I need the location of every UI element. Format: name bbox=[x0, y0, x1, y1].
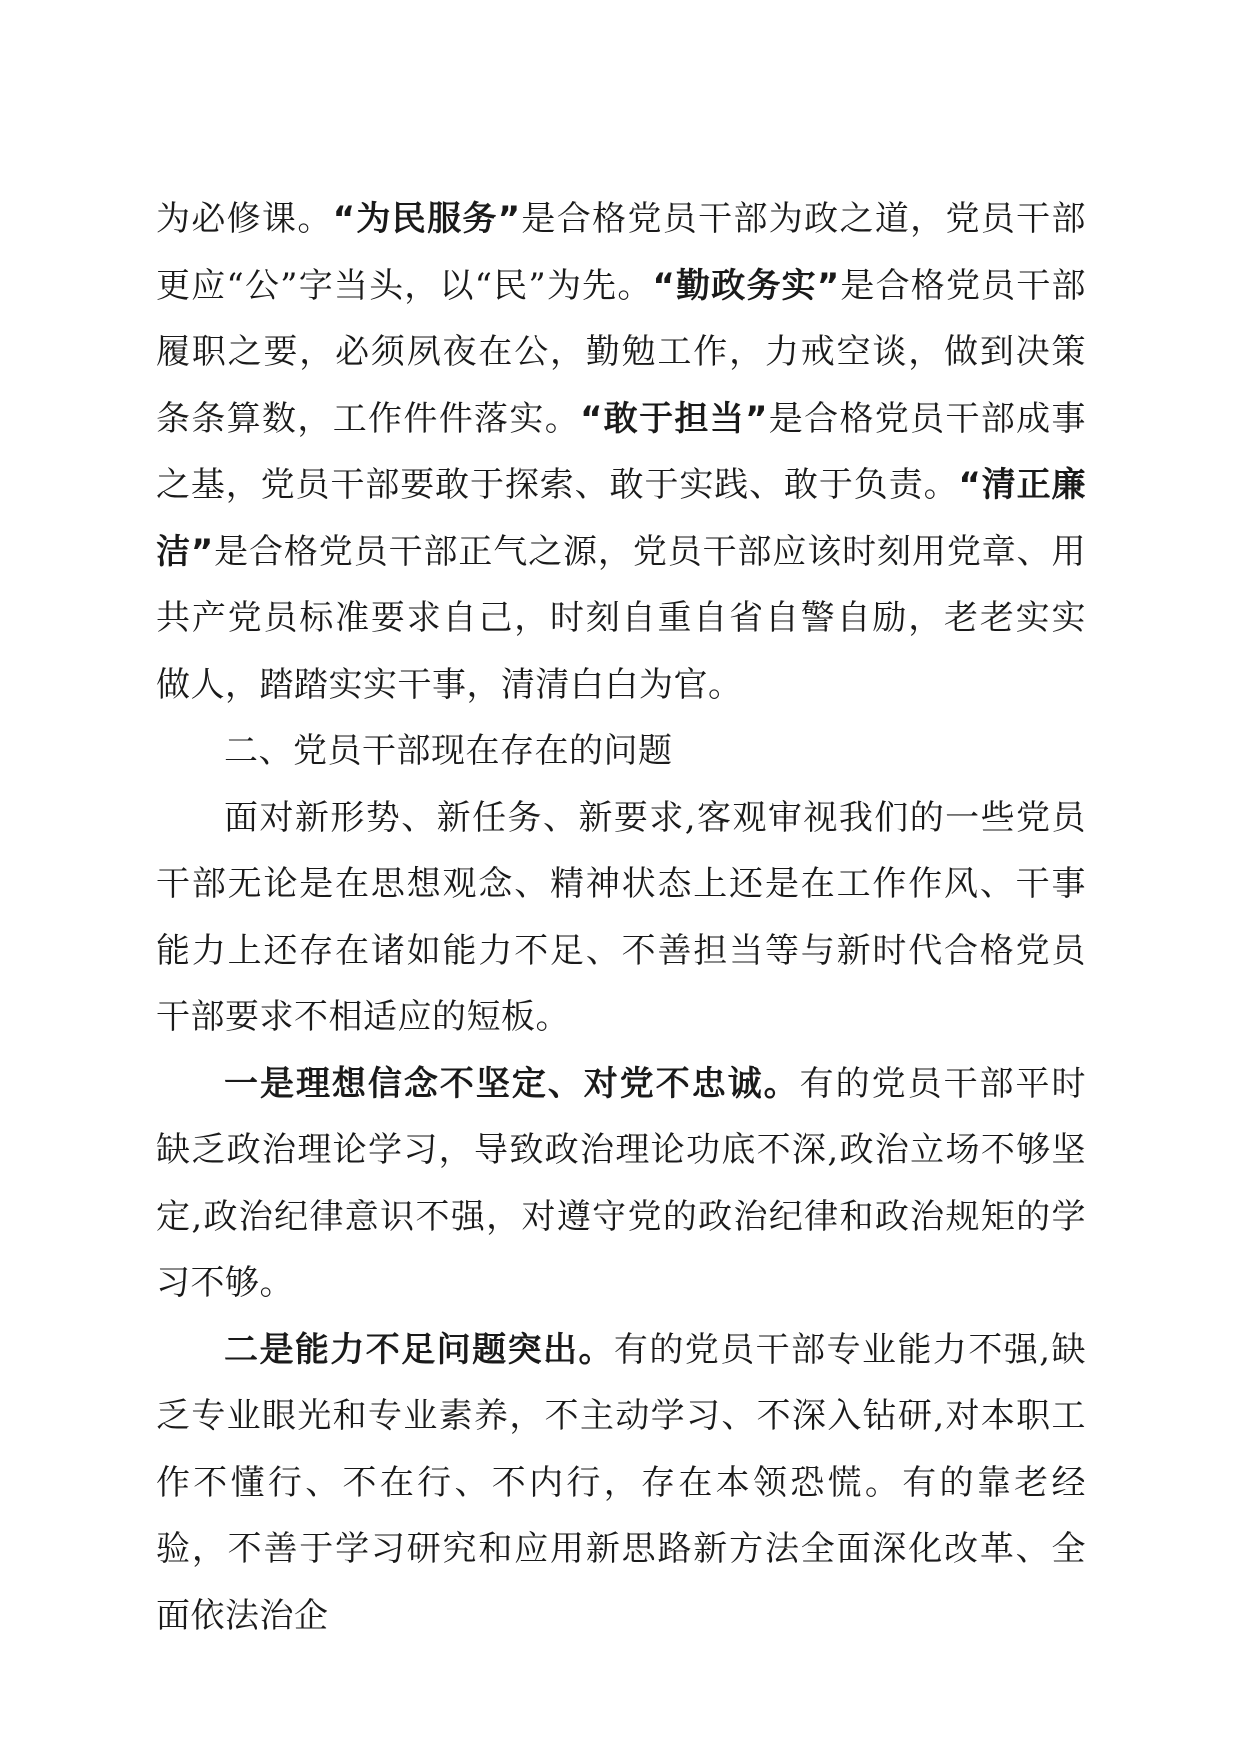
text-segment: 是合格党员干部正气之源，党员干部应该时刻用党章、用共产党员标准要求自己，时刻自重自省自警自励，老老实实做人，踏踏实实干事，清清白白为官。 bbox=[156, 531, 1086, 705]
bold-term-serve-people: “为民服务” bbox=[332, 199, 521, 239]
point-one-paragraph bbox=[156, 1051, 1086, 1317]
paragraph-party-standards bbox=[156, 186, 1086, 718]
bold-term-responsibility: “敢于担当” bbox=[580, 398, 768, 439]
point-one-lead: 一是理想信念不坚定、对党不忠诚。 bbox=[224, 1063, 800, 1104]
point-two-paragraph bbox=[156, 1317, 1086, 1650]
document-body bbox=[156, 186, 1086, 1649]
text-segment: 是合格党员干部履职之要，必须夙夜在公，勤勉工作，力戒空谈，做到决策条条算数，工作件件落实。 bbox=[156, 265, 1087, 439]
intro-paragraph: 面对新形势、新任务、新要求,客观审视我们的一些党员干部无论是在思想观念、精神状态上还是在工作作风、干事能力上还存在诸如能力不足、不善担当等与新时代合格党员干部要求不相适应的短板。 bbox=[156, 797, 1086, 1037]
bold-term-diligent: “勤政务实” bbox=[652, 265, 840, 306]
text-segment: 为必修课。 bbox=[156, 199, 333, 239]
section-heading: 二、党员干部现在存在的问题 bbox=[224, 731, 673, 771]
bold-term-integrity: “清正廉洁” bbox=[156, 465, 1086, 572]
point-one-body: 有的党员干部平时缺乏政治理论学习，导致政治理论功底不深,政治立场不够坚定,政治纪律意识不强，对遵守党的政治纪律和政治规矩的学习不够。 bbox=[156, 1063, 1087, 1303]
text-segment: 是合格党员干部成事之基，党员干部要敢于探索、敢于实践、敢于负责。 bbox=[156, 398, 1086, 505]
point-two-lead: 二是能力不足问题突出。 bbox=[224, 1329, 614, 1370]
point-two-body: 有的党员干部专业能力不强,缺乏专业眼光和专业素养，不主动学习、不深入钻研,对本职工作不懂行、不在行、不内行，存在本领恐慌。有的靠老经验，不善于学习研究和应用新思路新方法全面深化改革、全面依法治企 bbox=[156, 1329, 1087, 1636]
text-segment: 是合格党员干部为政之道，党员干部更应“公”字当头，以“民”为先。 bbox=[156, 199, 1087, 306]
